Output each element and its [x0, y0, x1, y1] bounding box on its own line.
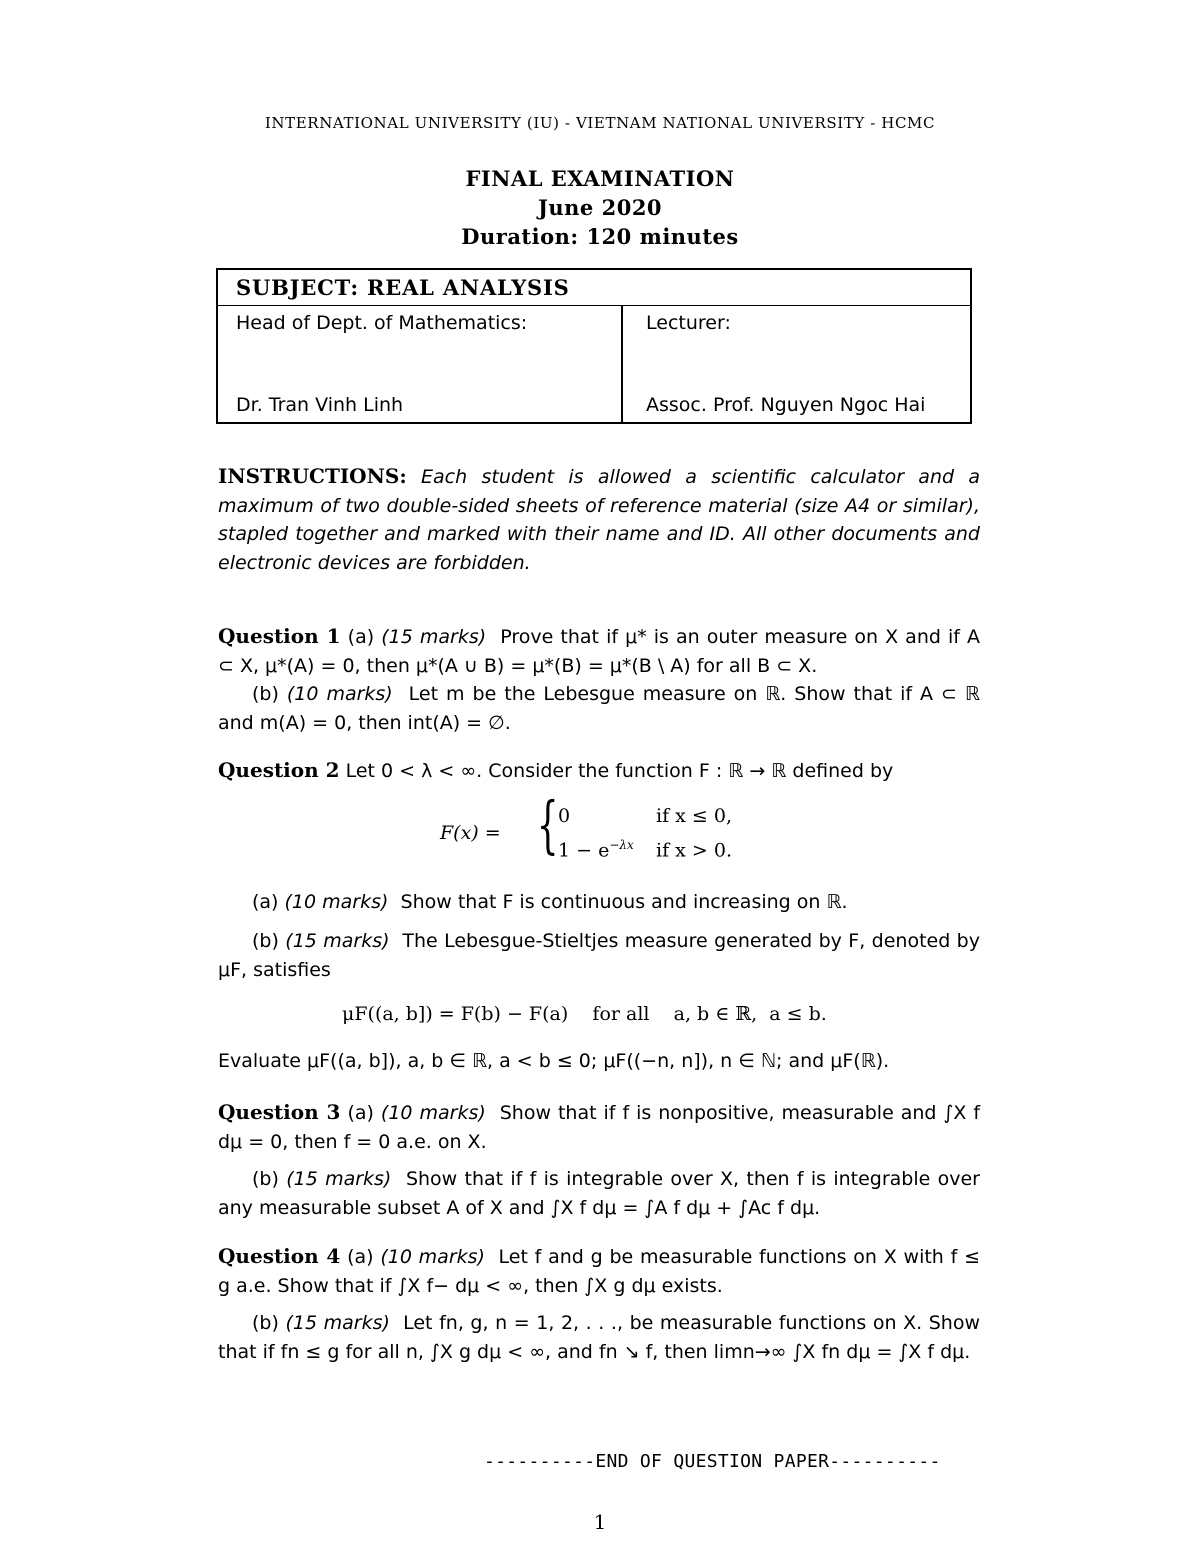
marks: (10 marks) [284, 891, 389, 913]
question-text: Let m be the Lebesgue measure on ℝ. Show that if A ⊂ ℝ and m(A) = 0, then int(A) = ∅. [218, 683, 980, 734]
exam-duration: Duration: 120 minutes [461, 224, 739, 249]
head-of-dept-name: Dr. Tran Vinh Linh [236, 394, 404, 416]
piecewise-row: $1 - e^{-\lambda x}$ if x > 0. [558, 838, 732, 862]
question-4a [218, 1242, 980, 1300]
marks: (10 marks) [286, 683, 393, 705]
page-number: 1 [593, 1510, 607, 1534]
brace-symbol: { [536, 788, 559, 861]
part-label: (a) [252, 891, 279, 913]
question-1 [218, 622, 980, 737]
part-label: (b) [252, 930, 279, 952]
question-text: The Lebesgue-Stieltjes measure generated by F, denoted by μF, satisfies [218, 930, 980, 981]
part-label: (a) [347, 1246, 374, 1268]
question-3 [218, 1098, 980, 1222]
lecturer-name: Assoc. Prof. Nguyen Ngoc Hai [646, 394, 926, 416]
part-label: (b) [252, 1168, 279, 1190]
question-2 [218, 756, 980, 786]
question-text: Let 0 < λ < ∞. Consider the function F : ℝ → ℝ defined by [345, 760, 894, 782]
question-2-heading: Question 2 [218, 758, 340, 782]
question-4-heading: Question 4 [218, 1244, 341, 1268]
question-3-heading: Question 3 [218, 1100, 341, 1124]
question-4b [218, 1309, 980, 1366]
question-text: Prove that if μ* is an outer measure on X and if A ⊂ X, μ*(A) = 0, then μ*(A ∪ B) = μ*(B) = μ*(B \ A) for all B ⊂ X. [218, 626, 981, 677]
marks: (10 marks) [380, 1102, 486, 1124]
subject-box [216, 268, 972, 424]
question-1-heading: Question 1 [218, 624, 341, 648]
column-divider [621, 306, 623, 424]
piecewise-function [440, 788, 760, 872]
question-2-evaluate: Evaluate μF((a, b]), a, b ∈ ℝ, a < b ≤ 0; μF((−n, n]), n ∈ ℕ; and μF(ℝ). [218, 1050, 890, 1072]
marks: (15 marks) [285, 1312, 390, 1334]
subject-header [218, 270, 970, 306]
question-1b [218, 680, 980, 737]
head-of-dept-label: Head of Dept. of Mathematics: [236, 312, 528, 334]
end-of-paper: ----------END OF QUESTION PAPER---------- [484, 1451, 941, 1472]
instructions-lead: INSTRUCTIONS: [218, 464, 407, 488]
instructions-body: Each student is allowed a scientific calculator and a maximum of two double-sided sheets of reference material (size A4 or similar), stapled together and marked with their name and ID. All other documents and electronic devices are forbidden. [218, 466, 980, 574]
question-1a [218, 622, 980, 680]
question-2b [218, 927, 980, 984]
question-3a [218, 1098, 980, 1156]
question-text: Let f and g be measurable functions on X with f ≤ g a.e. Show that if ∫X f− dμ < ∞, then ∫X g dμ exists. [218, 1246, 980, 1297]
exam-title: FINAL EXAMINATION [465, 166, 735, 191]
university-header: INTERNATIONAL UNIVERSITY (IU) - VIETNAM NATIONAL UNIVERSITY - HCMC [264, 114, 936, 132]
subject-title: SUBJECT: REAL ANALYSIS [236, 275, 570, 300]
exam-date: June 2020 [537, 195, 663, 220]
marks: (15 marks) [285, 930, 390, 952]
question-text: Show that if f is integrable over X, then f is integrable over any measurable subset A of X and ∫X f dμ = ∫A f dμ + ∫Ac f dμ. [218, 1168, 980, 1219]
part-label: (a) [347, 626, 375, 648]
question-4 [218, 1242, 980, 1366]
question-3b [218, 1165, 980, 1222]
instructions [218, 462, 980, 577]
question-2a [218, 888, 980, 917]
question-text: Show that F is continuous and increasing on ℝ. [400, 891, 848, 913]
marks: (15 marks) [286, 1168, 392, 1190]
marks: (10 marks) [380, 1246, 485, 1268]
question-text: Show that if f is nonpositive, measurable and ∫X f dμ = 0, then f = 0 a.e. on X. [218, 1102, 981, 1153]
piecewise-row: 0 if x ≤ 0, [558, 805, 732, 827]
marks: (15 marks) [381, 626, 487, 648]
lebesgue-stieltjes-formula: μF((a, b]) = F(b) − F(a) for all a, b ∈ ℝ, a ≤ b. [342, 1003, 827, 1025]
function-lhs: F(x) = [440, 822, 501, 844]
part-label: (b) [252, 1312, 279, 1334]
part-label: (a) [347, 1102, 374, 1124]
question-text: Let fn, g, n = 1, 2, . . ., be measurable functions on X. Show that if fn ≤ g for all n, ∫X g dμ < ∞, and fn ↘ f, then limn→∞ ∫X fn dμ = ∫X f dμ. [218, 1312, 980, 1363]
lecturer-label: Lecturer: [646, 312, 731, 334]
part-label: (b) [252, 683, 279, 705]
